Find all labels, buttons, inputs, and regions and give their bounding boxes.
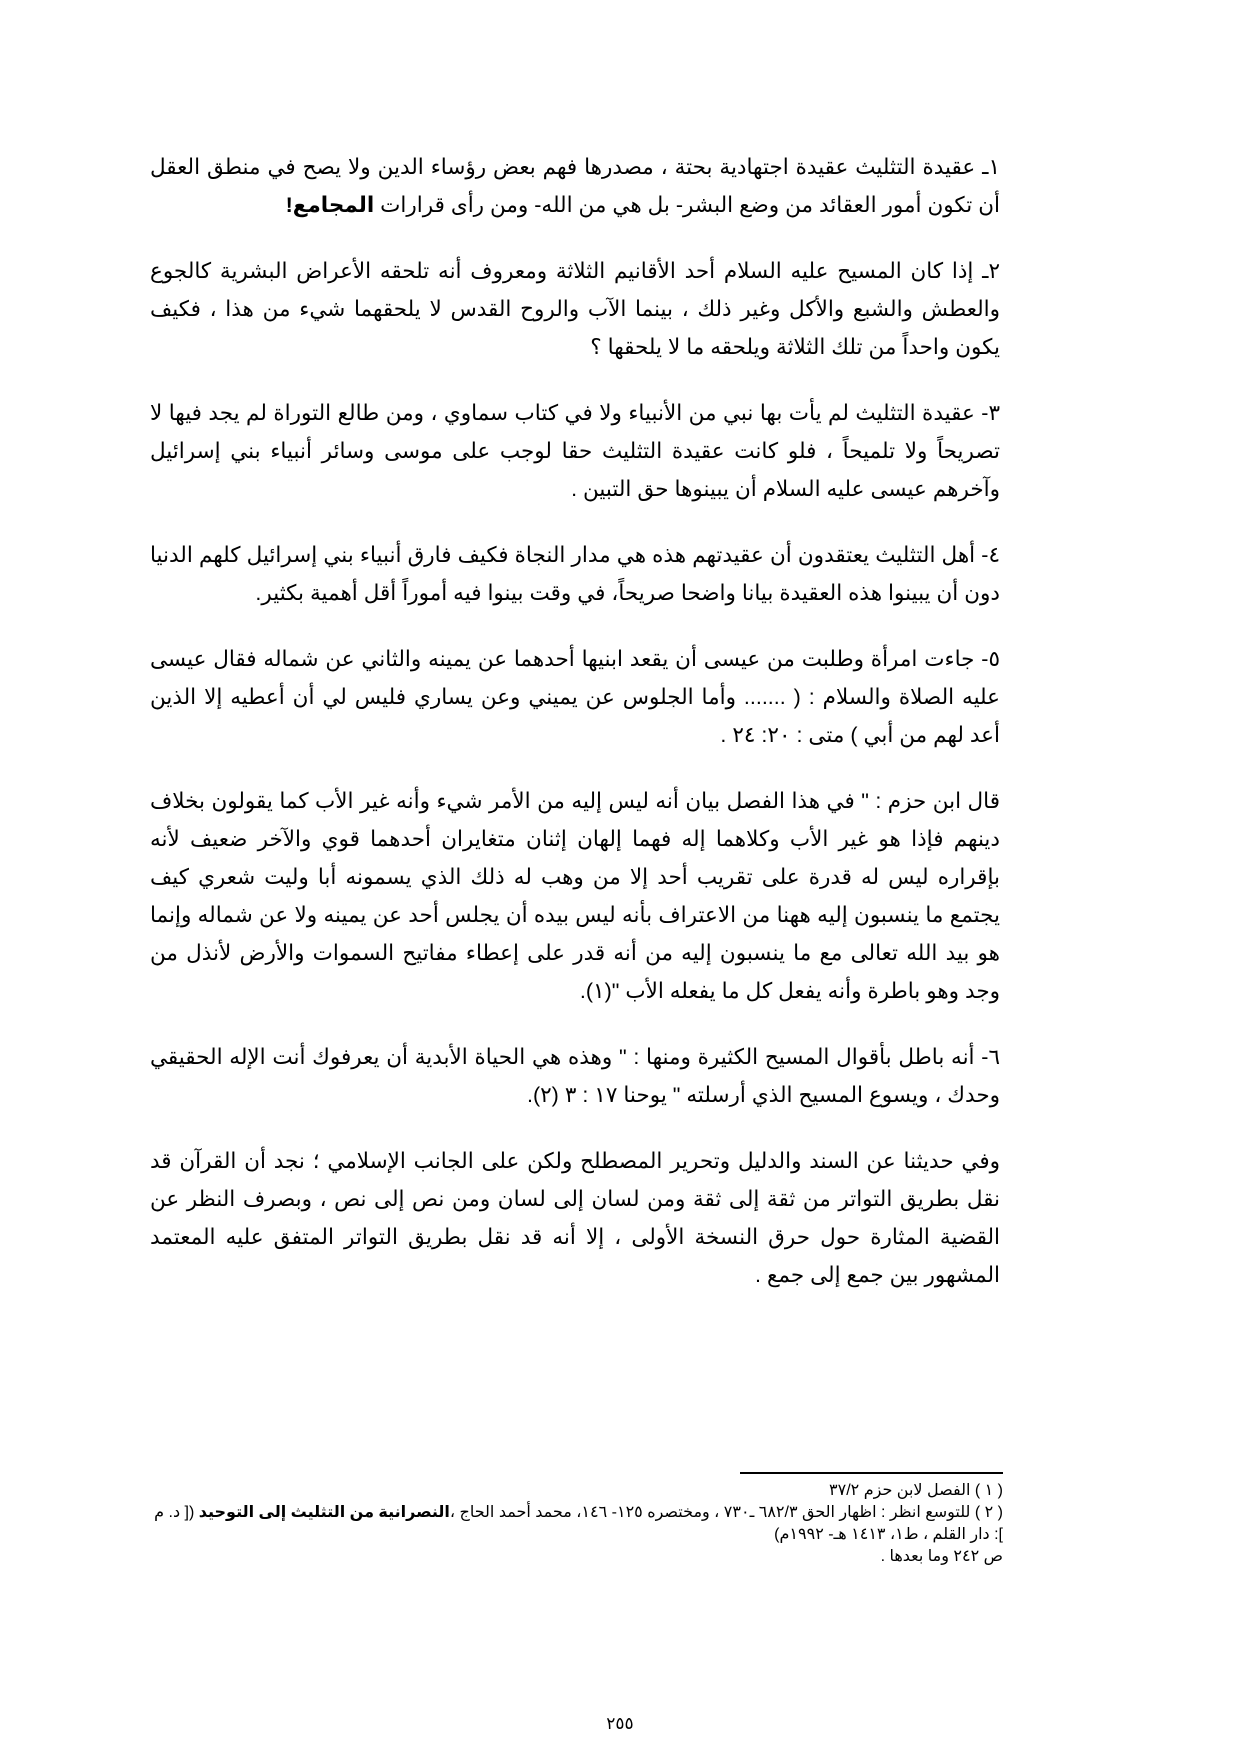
paragraph-2: ٢ـ إذا كان المسيح عليه السلام أحد الأقانيم الثلاثة ومعروف أنه تلحقه الأعراض البشرية كالجوع والعطش والشبع والأكل وغير ذلك ، بينما الآب والروح القدس لا يلحقهما شيء من هذا ، فكيف يكون واحداً من تلك الثلاثة ويلحقه ما لا يلحقها ؟ bbox=[150, 259, 1000, 359]
paragraph-1-emphasis: المجامع! bbox=[285, 193, 375, 217]
paragraph-1 bbox=[150, 148, 1000, 224]
footnote-2-pages: ص ٢٤٢ وما بعدها . bbox=[880, 1548, 1003, 1565]
paragraph-conclusion: وفي حديثنا عن السند والدليل وتحرير المصطلح ولكن على الجانب الإسلامي ؛ نجد أن القرآن قد نقل بطريق التواتر من ثقة إلى ثقة ومن لسان إلى لسان ومن نص إلى نص ، وبصرف النظر عن القضية المثارة حول حرق النسخة الأولى ، إلا أنه قد نقل بطريق التواتر المتفق عليه المعتمد المشهور بين جمع إلى جمع . bbox=[150, 1149, 1000, 1287]
footnote-1: ( ١ ) الفصل لابن حزم ٣٧/٢ bbox=[829, 1482, 1003, 1499]
main-text bbox=[150, 148, 1000, 1322]
page-number: ٢٥٥ bbox=[606, 1714, 634, 1733]
footnotes bbox=[150, 1480, 1003, 1568]
footnote-2-book-title: النصرانية من التثليث إلى التوحيد bbox=[198, 1504, 450, 1521]
paragraph-1-text: ١ـ عقيدة التثليث عقيدة اجتهادية بحتة ، مصدرها فهم بعض رؤساء الدين ولا يصح في منطق العقل أن تكون أمور العقائد من وضع البشر- بل هي من الله- ومن رأى قرارات bbox=[150, 155, 1000, 217]
paragraph-6: ٦- أنه باطل بأقوال المسيح الكثيرة ومنها : " وهذه هي الحياة الأبدية أن يعرفوك أنت الإله الحقيقي وحدك ، ويسوع المسيح الذي أرسلته " يوحنا ١٧ : ٣ (٢). bbox=[150, 1045, 1000, 1107]
footnote-2-publication: ([ د. م ]: دار القلم ، ط١، ١٤١٣ هـ- ١٩٩٢م) bbox=[154, 1504, 1003, 1543]
paragraph-4: ٤- أهل التثليث يعتقدون أن عقيدتهم هذه هي مدار النجاة فكيف فارق أنبياء بني إسرائيل كلهم الدنيا دون أن يبينوا هذه العقيدة بيانا واضحا صريحاً، في وقت بينوا فيه أموراً أقل أهمية بكثير. bbox=[150, 543, 1000, 605]
paragraph-5: ٥- جاءت امرأة وطلبت من عيسى أن يقعد ابنيها أحدهما عن يمينه والثاني عن شماله فقال عيسى عليه الصلاة والسلام : ( ....... وأما الجلوس عن يميني وعن يساري فليس لي أن أعطيه إلا الذين أعد لهم من أبي ) متى : ٢٠: ٢٤ . bbox=[150, 647, 1000, 747]
footnote-2 bbox=[150, 1502, 1003, 1546]
footnote-divider bbox=[740, 1472, 1003, 1474]
paragraph-3: ٣- عقيدة التثليث لم يأت بها نبي من الأنبياء ولا في كتاب سماوي ، ومن طالع التوراة لم يجد فيها لا تصريحاً ولا تلميحاً ، فلو كانت عقيدة التثليث حقا لوجب على موسى وسائر أنبياء بني إسرائيل وآخرهم عيسى عليه السلام أن يبينوها حق التبين . bbox=[150, 401, 1000, 501]
paragraph-ibn-hazm-quote: قال ابن حزم : " في هذا الفصل بيان أنه ليس إليه من الأمر شيء وأنه غير الأب كما يقولون بخلاف دينهم فإذا هو غير الأب وكلاهما إله فهما إلهان إثنان متغايران أحدهما قوي والآخر ضعيف لأنه بإقراره ليس له قدرة على تقريب أحد إلا من وهب له ذلك الذي يسمونه أبا وليت شعري كيف يجتمع ما ينسبون إليه ههنا من الاعتراف بأنه ليس بيده أن يجلس أحد عن يمينه ولا عن شماله وإنما هو بيد الله تعالى مع ما ينسبون إليه من أنه قدر على إعطاء مفاتيح السموات والأرض لأنذل من وجد وهو باطرة وأنه يفعل كل ما يفعله الأب "(١). bbox=[150, 789, 1000, 1003]
footnote-2-text: ( ٢ ) للتوسع انظر : اظهار الحق ٦٨٢/٣ ـ٧٣٠ ، ومختصره ١٢٥- ١٤٦، محمد أحمد الحاج ، bbox=[449, 1504, 1003, 1521]
